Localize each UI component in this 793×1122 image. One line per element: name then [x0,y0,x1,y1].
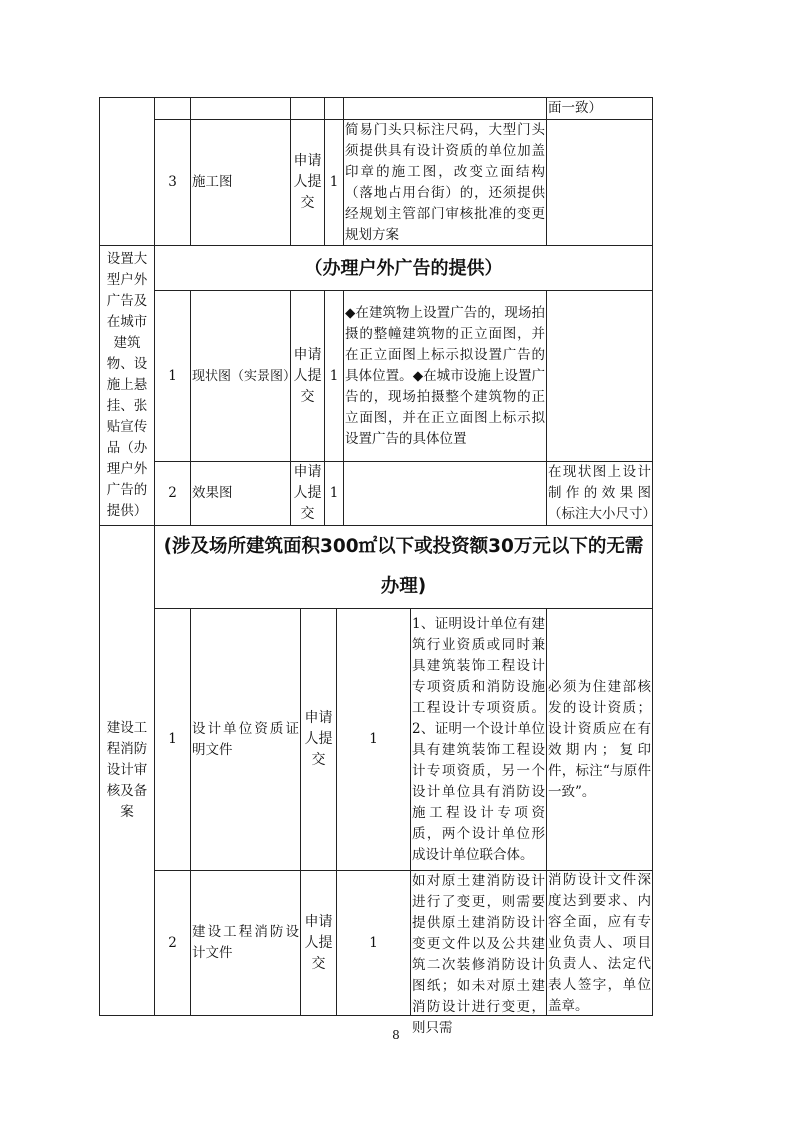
requirement-desc-text: ◆在建筑物上设置广告的，现场拍摄的整幢建筑物的正立面图，并在正立面图上标示拟设置广告的具体位置。◆在城市设施上设置广告的，现场拍摄整个建筑物的正立面图，并在正立面图上标示拟设置广告的具体位置 [345,304,545,447]
material-source-text: 申请人提交 [293,346,322,405]
row-number [154,461,191,526]
requirement-desc-text: 1、证明设计单位有建筑行业资质或同时兼具建筑装饰工程设计专项资质和消防设施工程设计专项资质。2、证明一个设计单位具有建筑装饰工程设计专项资质，另一个设计单位具有消防设施工程设计专项资质，两个设计单位形成设计单位联合体。 [412,615,545,863]
cell-empty [290,97,325,120]
material-name-text: 建设工程消防设计文件 [192,924,299,961]
note-text: 在现状图上设计制作的效果图（标注大小尺寸） [548,464,656,522]
material-source-text: 申请人提交 [293,464,322,522]
material-source-text: 申请人提交 [304,913,333,972]
note-text: 必须为住建部核发的设计资质；设计资质应在有效期内；复印件，标注“与原件一致”。 [548,678,651,800]
section-header-text: （办理户外广告的提供） [304,257,503,279]
material-source [300,608,337,871]
cell-empty [190,97,291,120]
category-label [99,525,155,1016]
requirement-desc [343,119,547,246]
category-label-text: 设置大型户外广告及在城市建筑物、设施上悬挂、张贴宣传品（办理户外广告的提供） [106,251,148,519]
cell-empty [154,97,191,120]
section-header [154,245,653,291]
row-number [154,870,191,1016]
note-cell [546,870,653,1016]
requirement-desc [343,290,547,462]
requirement-desc [410,608,547,871]
material-name [190,870,301,1016]
material-source [300,870,337,1016]
requirement-desc [343,461,547,526]
row-number [154,290,191,462]
copies-text: 1 [329,485,339,501]
note-cell [546,608,653,871]
category-label [99,245,155,526]
copies [324,119,344,246]
material-name [190,608,301,871]
copies-text: 1 [329,367,339,384]
section-header-text: (涉及场所建筑面积300㎡以下或投资额30万元以下的无需办理) [163,536,644,597]
row-number-text: 1 [168,731,177,747]
row-number [154,119,191,246]
row-number-text: 2 [168,934,177,951]
material-name [190,461,291,526]
row-number [154,608,191,871]
material-name-text: 设计单位资质证明文件 [192,720,299,758]
note-text: 消防设计文件深度达到要求、内容全面，应有专业负责人、项目负责人、法定代表人签字，单位盖章。 [548,871,651,1014]
note-cell [546,290,653,462]
material-source [290,119,325,246]
category-cell-empty [99,97,155,246]
material-source-text: 申请人提交 [304,710,333,768]
requirement-desc-text: 简易门头只标注尺码，大型门头须提供具有设计资质的单位加盖印章的施工图，改变立面结构（落地占用台街）的，还须提供经规划主管部门审核批准的变更规划方案 [345,121,545,243]
note-text: 面一致） [548,100,602,116]
row-number-text: 2 [168,485,177,501]
requirement-desc [410,870,547,1036]
material-source [290,461,325,526]
copies [336,608,411,871]
copies [336,870,411,1016]
copies-text: 1 [369,731,378,747]
material-source [290,290,325,462]
requirement-desc-text: 如对原土建消防设计进行了变更，则需要提供原土建消防设计变更文件以及公共建筑二次装修消防设计图纸；如未对原土建消防设计进行变更，则只需 [412,873,545,1036]
row-number-text: 3 [168,174,177,190]
note-cell [546,97,653,120]
material-name [190,290,297,462]
material-name-text: 现状图（实景图） [192,368,297,384]
material-source-text: 申请人提交 [293,153,322,211]
material-name-text: 效果图 [192,485,233,501]
cell-empty [324,97,344,120]
page-number: 8 [392,1028,400,1042]
copies-text: 1 [329,174,339,190]
note-cell [546,461,656,526]
copies-text: 1 [369,934,378,951]
row-number-text: 1 [168,367,177,384]
material-name [190,119,291,246]
copies [324,461,344,526]
material-name-text: 施工图 [192,174,233,190]
section-header [154,525,653,609]
note-cell [546,119,653,246]
copies [324,290,344,462]
cell-empty [343,97,547,120]
category-label-text: 建设工程消防设计审核及备案 [106,720,148,820]
